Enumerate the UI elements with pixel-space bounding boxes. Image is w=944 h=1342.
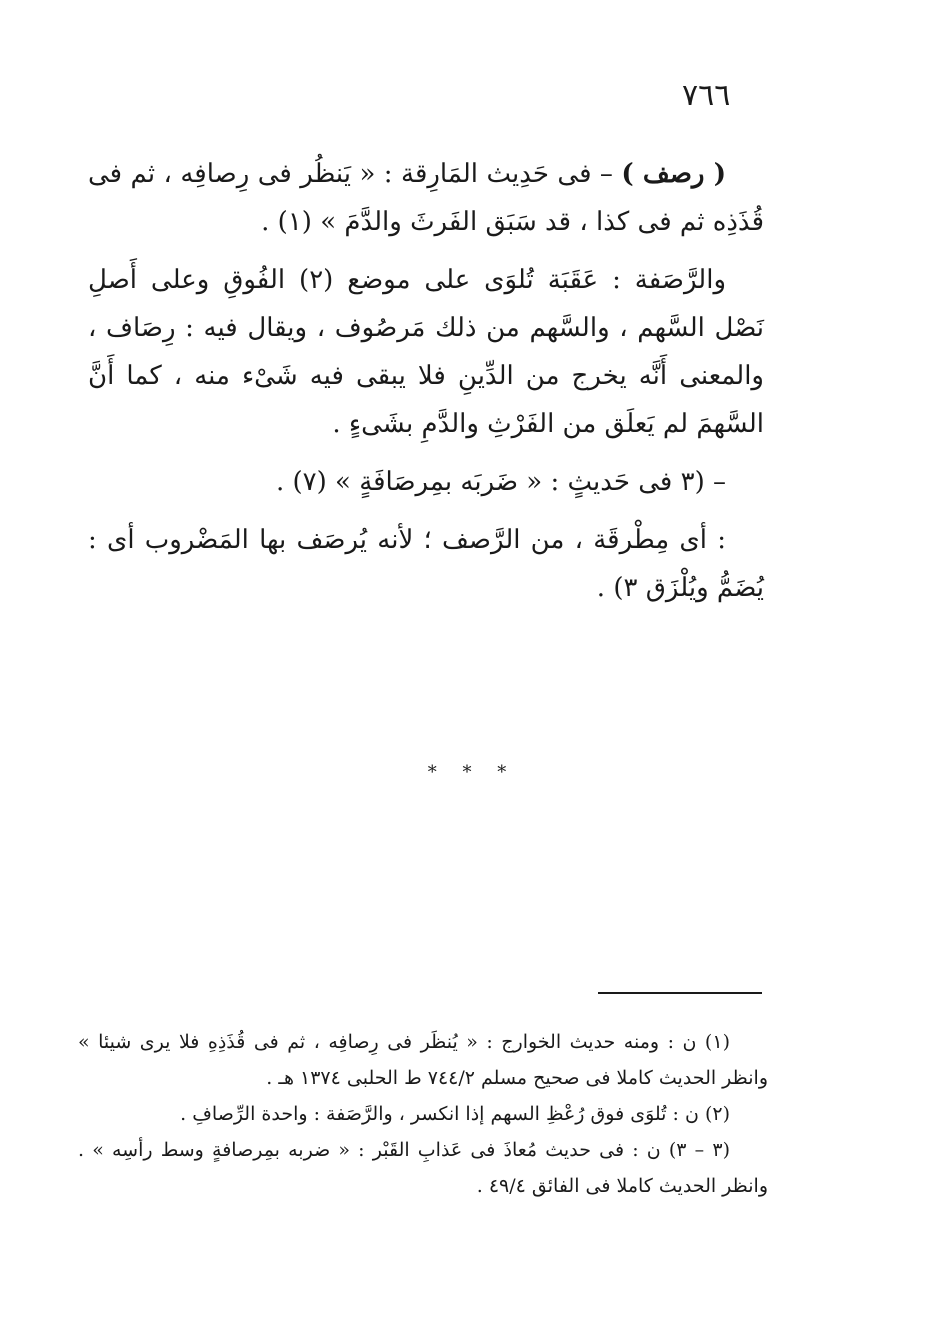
entry-lemma: ( رصف ): [621, 159, 726, 189]
main-text: [88, 150, 764, 612]
entry-paragraph: والرَّصَفة : عَقَبَة تُلوَى على موضع (٢) الفُوقِ وعلى أَصلِ نَصْل السَّهم ، والسَّهم من ذلك مَرصُوف ، ويقال فيه : رِصَاف ، والمعنى أَنَّه يخرج من الدِّينِ فلا يبقى فيه شَىْء منه ، كما أَنَّ السَّهمَ لم يَعلَق من الفَرْثِ والدَّمِ بشَىءٍ .: [88, 265, 764, 439]
footnote: (١) ن : ومنه حديث الخوارج : « يُنظَر فى رِصافِه ، ثم فى قُذَذِهِ فلا يرى شيئا » وانظر الحديث كاملا فى صحيح مسلم ٧٤٤/٢ ط الحلبى ١٣٧٤ هـ .: [78, 1031, 768, 1089]
entry-paragraph: : أى مِطْرقَة ، من الرَّصف ؛ لأنه يُرصَف بها المَضْروب أى : يُضَمُّ ويُلْزَق ٣) .: [88, 525, 764, 603]
entry-paragraph: – (٣ فى حَديثٍ : « ضَربَه بمِرصَافَةٍ » (٧) .: [275, 467, 726, 497]
entry-paragraph: [88, 150, 764, 246]
section-separator: * * *: [427, 762, 517, 783]
footnotes: [78, 1024, 768, 1204]
entry-text: – فى حَدِيث المَارِقة : « يَنظُر فى رِصافِه ، ثم فى قُذَذِه ثم فى كذا ، قد سَبَق الفَرثَ والدَّمَ » (١) .: [88, 159, 764, 237]
footnote: (٣ – ٣) ن : فى حديث مُعاذَ فى عَذابِ القَبْر : « ضربه بمِرصافةٍ وسط رأسِه » . وانظر الحديث كاملا فى الفائق ٤٩/٤ .: [78, 1139, 768, 1197]
footnote-divider: [598, 992, 762, 994]
page-number: ٧٦٦: [682, 78, 731, 113]
footnote: (٢) ن : تُلوَى فوق رُعْظِ السهم إذا انكسر ، والرَّصَفة : واحدة الرِّصافِ .: [180, 1103, 730, 1125]
